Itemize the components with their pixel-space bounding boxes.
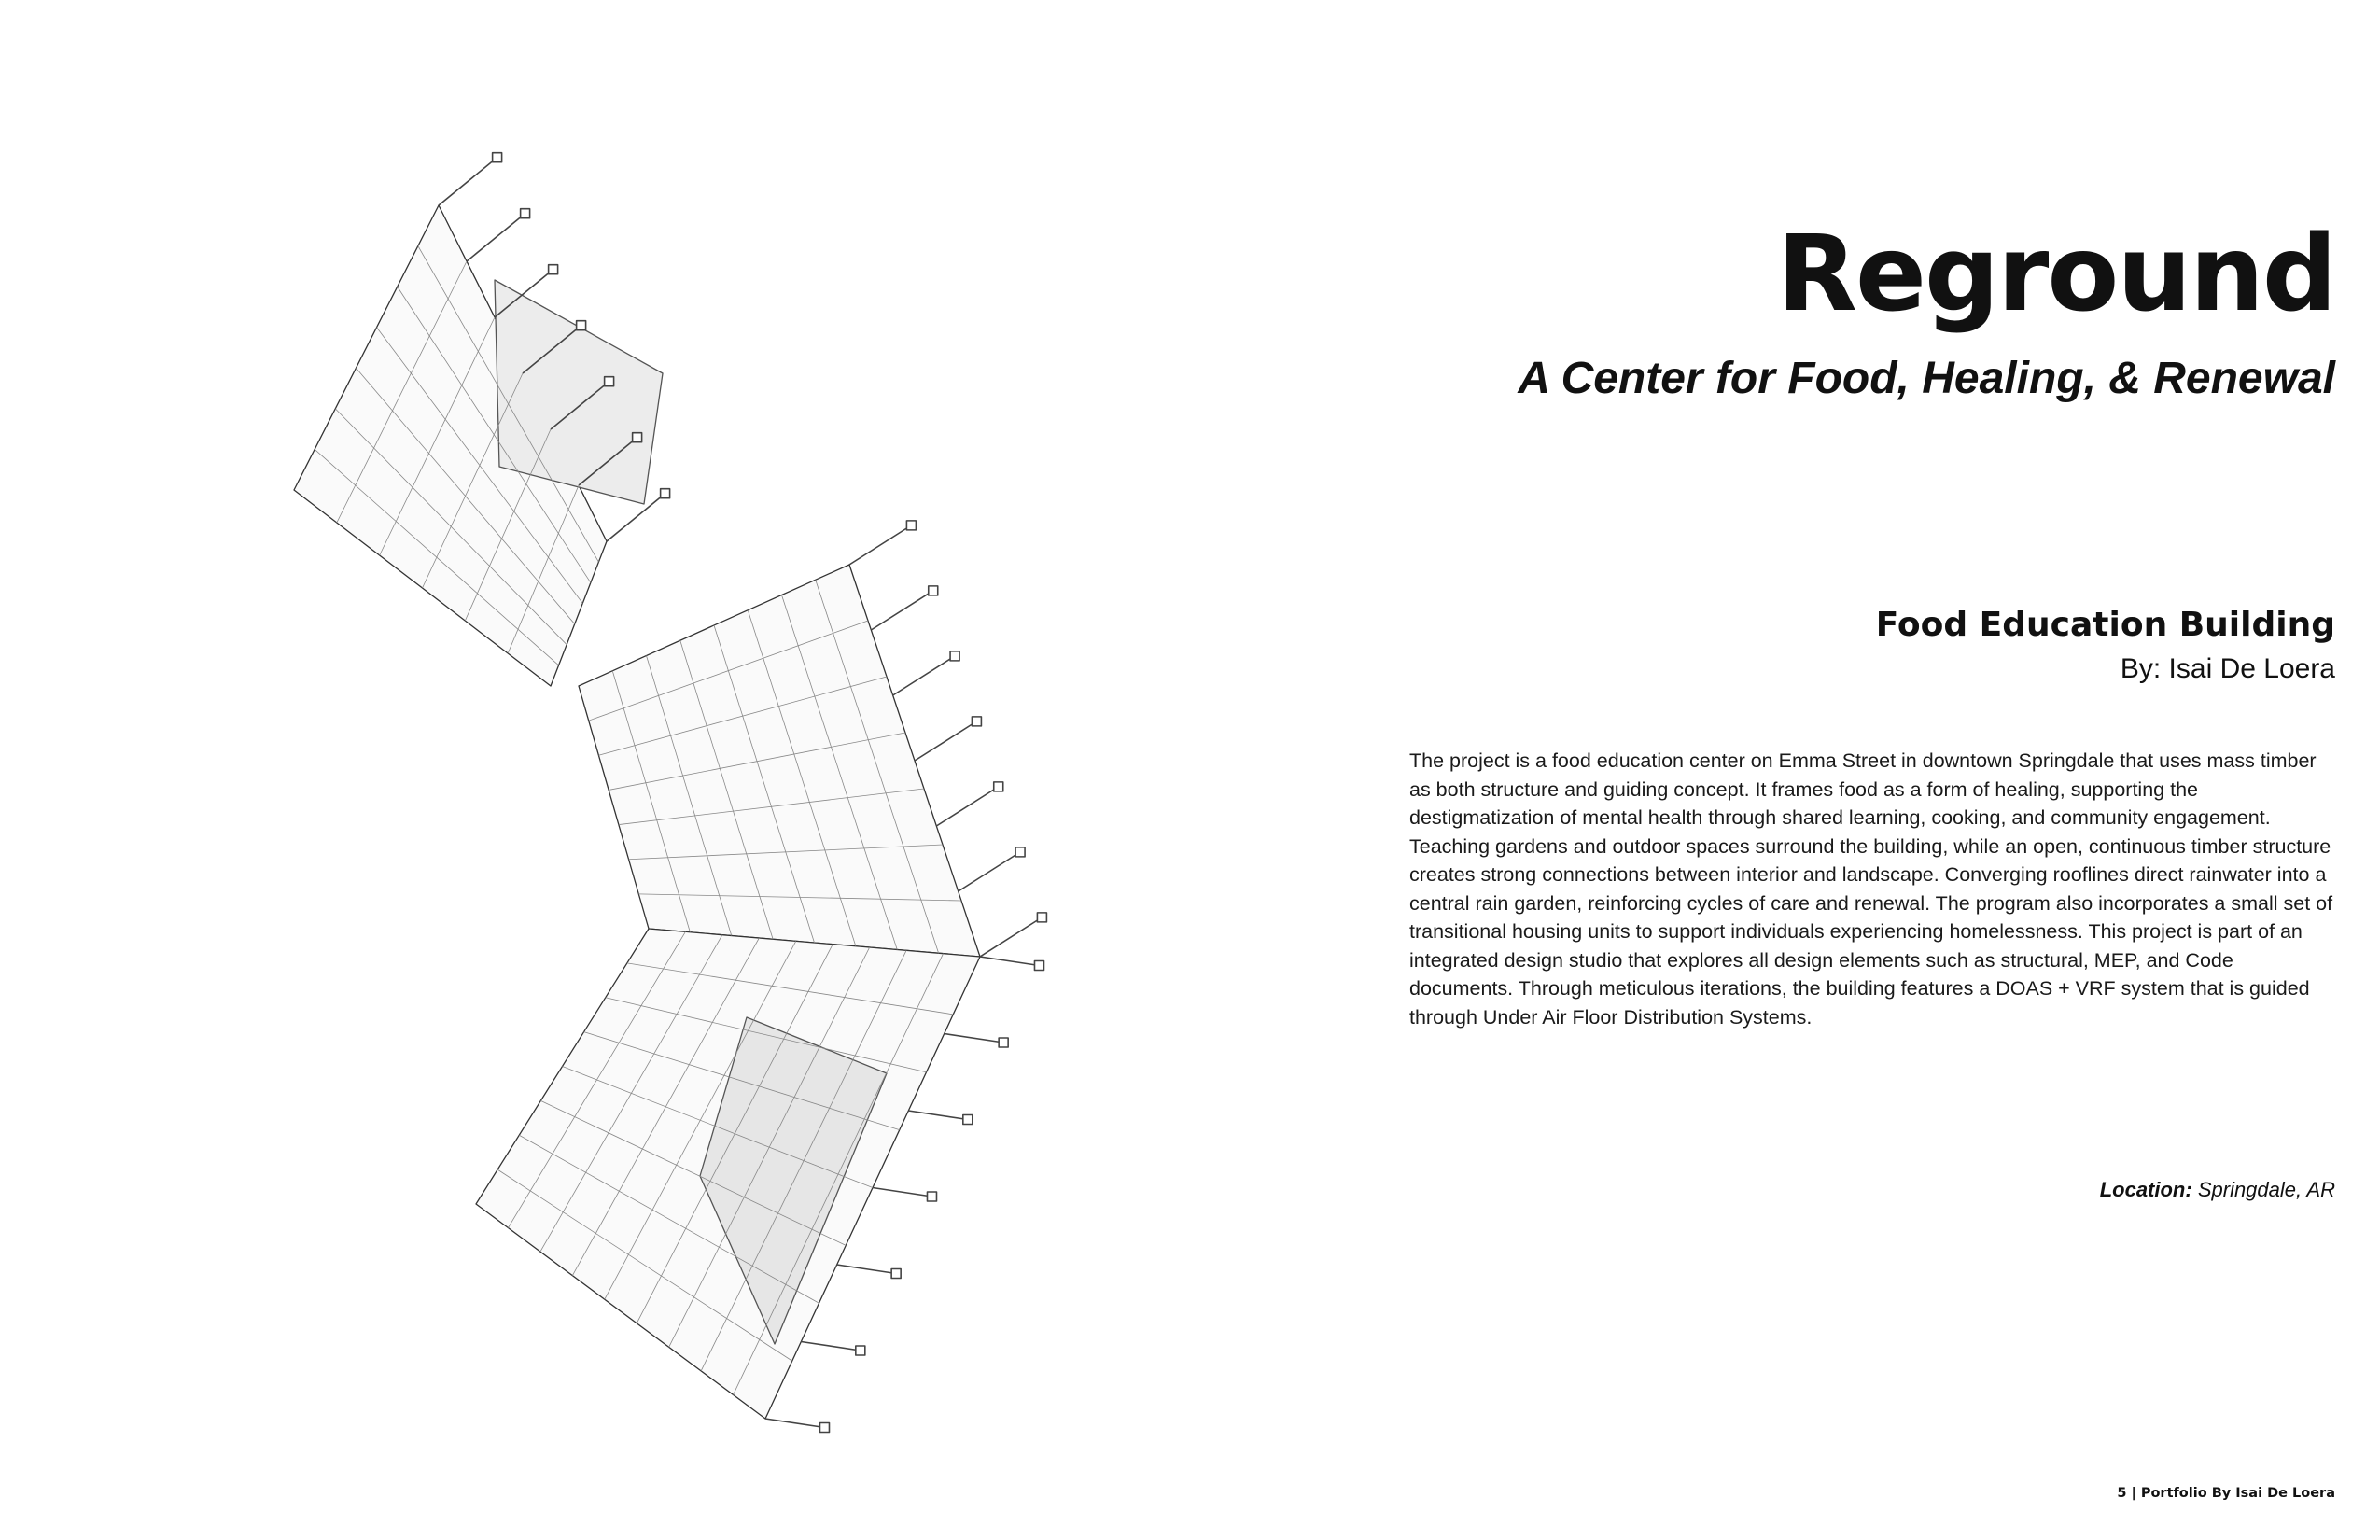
project-subtitle: A Center for Food, Healing, & Renewal <box>1518 354 2335 403</box>
page-footer: 5 | Portfolio By Isai De Loera <box>2117 1486 2335 1501</box>
upper-wing-structure <box>294 205 663 686</box>
project-description: The project is a food education center on Emma Street in downtown Springdale that uses mass timber as both structure and guiding concept. It frames food as a form of healing, supporting the destigmatization of mental health through shared learning, cooking, and community engagement. Teaching gardens and outdoor spaces surround the building, while an open, continuous timber structure creates strong connections between interior and landscape. Converging rooflines direct rainwater into a central rain garden, reinforcing cycles of care and renewal. The program also incorporates a small set of transitional housing units to support individuals experiencing homelessness. This project is part of an integrated design studio that explores all design elements such as structural, MEP, and Code documents. Through meticulous iterations, the building features a DOAS + VRF system that is guided through Under Air Floor Distribution Systems. <box>1409 749 2333 1029</box>
location-label: Location: <box>2099 1178 2192 1201</box>
location-value: Springdale, AR <box>2197 1178 2335 1201</box>
building-title: Food Education Building <box>1875 606 2335 644</box>
axonometric-structure-drawing <box>271 140 1129 1437</box>
timber-structure-axonometric <box>271 140 1129 1437</box>
author-credit: By: Isai De Loera <box>2120 653 2335 684</box>
project-title: Reground <box>1776 214 2335 335</box>
lower-wing-structure <box>476 929 980 1419</box>
location-line <box>2100 1178 2335 1202</box>
